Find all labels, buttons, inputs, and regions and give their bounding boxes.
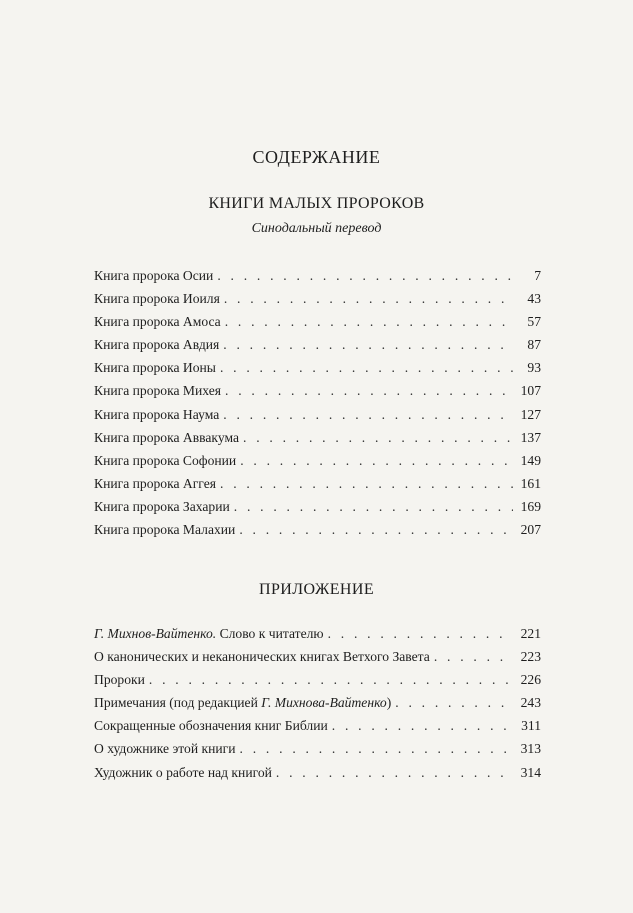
toc-entry-author: Г. Михнов-Вайтенко. <box>94 626 217 641</box>
toc-entry-page: 243 <box>520 695 541 711</box>
toc-entry[interactable] <box>94 522 541 545</box>
toc-entry-page: 43 <box>527 291 541 307</box>
toc-entry[interactable] <box>94 337 541 360</box>
toc-entry-page: 149 <box>520 452 541 468</box>
toc-entry-page: 226 <box>520 672 541 688</box>
leader-dots <box>220 360 513 376</box>
toc-entry-title: Книга пророка Авдия <box>94 337 220 353</box>
toc-entry-page: 127 <box>520 406 541 422</box>
toc-entry[interactable] <box>94 765 541 788</box>
contents-title: СОДЕРЖАНИЕ <box>252 147 381 167</box>
toc-entry-title-suffix: ) <box>386 695 392 711</box>
toc-entry[interactable] <box>94 268 541 291</box>
toc-entry-title-text: Слово к читателю <box>219 626 324 641</box>
toc-entry-title: Книга пророка Наума <box>94 406 220 422</box>
toc-entry-page: 169 <box>520 498 541 514</box>
toc-entry-title: Художник о работе над книгой <box>94 764 272 780</box>
leader-dots <box>395 695 513 711</box>
toc-entry[interactable] <box>94 718 541 741</box>
leader-dots <box>217 268 513 284</box>
leader-dots <box>149 672 513 688</box>
toc-entry[interactable] <box>94 649 541 672</box>
toc-entry-title: Книга пророка Аггея <box>94 475 216 491</box>
appendix-title: ПРИЛОЖЕНИЕ <box>258 581 374 598</box>
toc-entry-title: Книга пророка Захарии <box>94 498 230 514</box>
toc-entry-page: 161 <box>520 475 541 491</box>
toc-entry-page: 87 <box>527 337 541 353</box>
toc-entry[interactable] <box>94 291 541 314</box>
leader-dots <box>240 741 513 757</box>
leader-dots <box>223 337 513 353</box>
section-note: Синодальный перевод <box>251 221 382 236</box>
toc-entry-page: 107 <box>520 383 541 399</box>
leader-dots <box>328 626 513 642</box>
toc-entry-title <box>94 695 391 711</box>
toc-entry-page: 207 <box>520 522 541 538</box>
toc-entry-page: 137 <box>520 429 541 445</box>
toc-entry-title: Книга пророка Ионы <box>94 360 216 376</box>
toc-entry-page: 221 <box>520 626 541 641</box>
leader-dots <box>234 499 513 515</box>
book-list <box>94 268 541 545</box>
toc-entry-page: 314 <box>520 764 541 780</box>
leader-dots <box>225 314 513 330</box>
leader-dots <box>224 291 513 307</box>
toc-entry-title: Книга пророка Осии <box>94 268 214 283</box>
leader-dots <box>223 407 513 423</box>
toc-entry[interactable] <box>94 314 541 337</box>
toc-entry-title: Книга пророка Михея <box>94 383 222 399</box>
leader-dots <box>332 718 513 734</box>
toc-entry[interactable] <box>94 626 541 649</box>
leader-dots <box>243 430 513 446</box>
toc-entry[interactable] <box>94 407 541 430</box>
toc-entry-title: Книга пророка Амоса <box>94 314 221 330</box>
leader-dots <box>434 649 513 665</box>
toc-entry-editor: Г. Михнова-Вайтенко <box>261 695 387 711</box>
toc-entry-title: Книга пророка Аввакума <box>94 429 239 445</box>
toc-entry-title: Пророки <box>94 672 145 688</box>
toc-entry-title: О художнике этой книги <box>94 741 236 757</box>
toc-entry-page: 313 <box>520 741 541 757</box>
toc-entry-title: Книга пророка Софонии <box>94 452 237 468</box>
toc-entry[interactable] <box>94 453 541 476</box>
toc-entry[interactable] <box>94 741 541 764</box>
toc-entry-page: 223 <box>520 649 541 665</box>
toc-entry-title: О канонических и неканонических книгах Ветхого Завета <box>94 649 430 665</box>
leader-dots <box>239 522 513 538</box>
leader-dots <box>240 453 513 469</box>
appendix-list <box>94 626 541 788</box>
toc-entry-page: 311 <box>521 718 541 734</box>
toc-entry[interactable] <box>94 430 541 453</box>
leader-dots <box>225 383 513 399</box>
toc-entry-page: 57 <box>527 314 541 330</box>
section-title: КНИГИ МАЛЫХ ПРОРОКОВ <box>208 195 425 212</box>
toc-entry-page: 93 <box>527 360 541 376</box>
toc-entry[interactable] <box>94 695 541 718</box>
toc-entry[interactable] <box>94 476 541 499</box>
toc-entry-title-prefix: Примечания (под редакцией <box>94 695 258 711</box>
toc-entry[interactable] <box>94 360 541 383</box>
toc-entry[interactable] <box>94 499 541 522</box>
toc-entry-page: 7 <box>534 268 541 283</box>
toc-entry[interactable] <box>94 672 541 695</box>
toc-entry-title: Сокращенные обозначения книг Библии <box>94 718 328 734</box>
toc-entry-title: Книга пророка Малахии <box>94 522 236 538</box>
toc-entry-title <box>94 626 324 642</box>
toc-entry[interactable] <box>94 383 541 406</box>
toc-entry-title: Книга пророка Иоиля <box>94 291 220 307</box>
leader-dots <box>220 476 513 492</box>
leader-dots <box>276 765 513 781</box>
